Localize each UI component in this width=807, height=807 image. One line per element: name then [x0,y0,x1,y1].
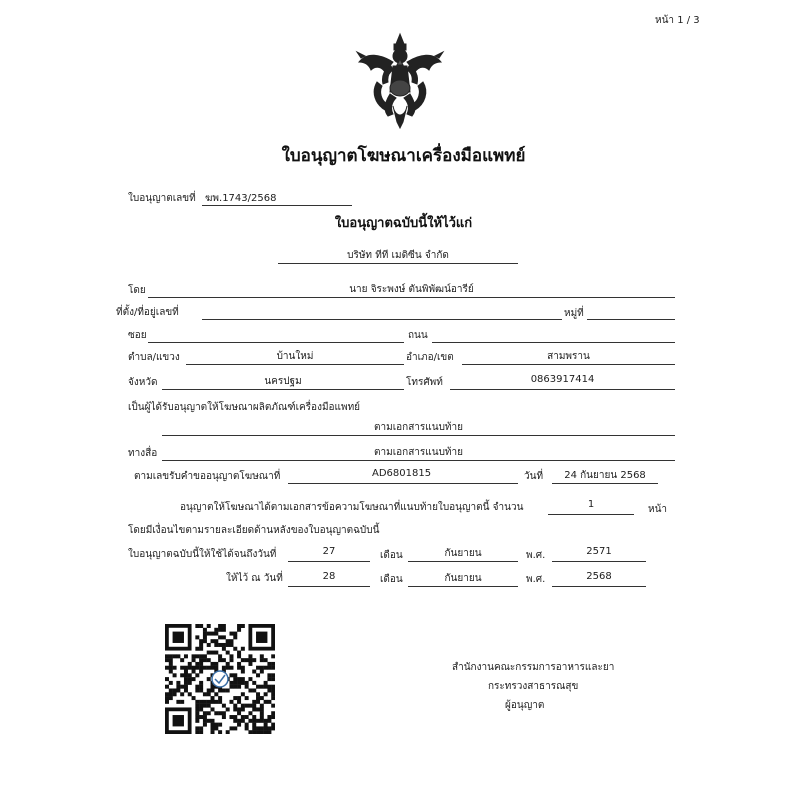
soi-label: ซอย [128,330,147,341]
district-label: อำเภอ/เขต [406,352,454,363]
conditions-text: โดยมีเงื่อนไขตามรายละเอียดด้านหลังของใบอนุญาตฉบับนี้ [128,525,380,536]
media-label: ทางสื่อ [128,448,158,459]
valid-until-year-label: พ.ศ. [526,550,546,561]
request-date-label: วันที่ [524,471,544,482]
valid-until-month-label: เดือน [380,550,403,561]
licensee-name: นาย จิระพงษ์ ตันพิพัฒน์อารีย์ [349,284,474,295]
page-count-unit: หน้า [648,504,668,515]
request-number-label: ตามเลขรับคำขออนุญาตโฆษณาที่ [134,471,281,482]
valid-until-month: กันยายน [444,548,482,559]
valid-until-day: 27 [322,546,336,557]
province-label: จังหวัด [128,377,158,388]
permission-text: อนุญาตให้โฆษณาได้ตามเอกสารข้อความโฆษณาที่แนบท้ายใบอนุญาตนี้ จำนวน [180,502,524,513]
company-name: บริษัท ทีที เมดิซีน จำกัด [347,250,449,261]
authority-ministry: กระทรวงสาธารณสุข [488,681,579,692]
valid-until-year: 2571 [586,546,612,557]
issued-on-label: ให้ไว้ ณ วันที่ [226,573,283,584]
road-label: ถนน [408,330,428,341]
issued-on-month: กันยายน [444,573,482,584]
subdistrict-label: ตำบล/แขวง [128,352,180,363]
issued-on-month-label: เดือน [380,574,403,585]
qr-code-icon[interactable] [165,624,275,734]
page-number: หน้า 1 / 3 [655,15,700,26]
by-label: โดย [128,285,146,296]
issued-on-day: 28 [322,571,336,582]
media-value: ตามเอกสารแนบท้าย [374,447,463,458]
page-count-value: 1 [587,499,595,510]
subdistrict-value: บ้านใหม่ [276,351,314,362]
province-value: นครปฐม [264,376,302,387]
document-title: ใบอนุญาตโฆษณาเครื่องมือแพทย์ [281,146,526,166]
request-date-value: 24 กันยายน 2568 [564,470,646,481]
phone-value: 0863917414 [530,374,595,385]
request-number-value: AD6801815 [372,468,432,479]
product-value: ตามเอกสารแนบท้าย [374,422,463,433]
garuda-emblem-icon [355,32,445,132]
license-number-value: ฆพ.1743/2568 [205,193,277,204]
authority-office: สำนักงานคณะกรรมการอาหารและยา [452,662,615,673]
house-number-label: ที่ตั้ง/ที่อยู่เลขที่ [116,307,179,318]
issued-on-year: 2568 [586,571,612,582]
issued-on-year-label: พ.ศ. [526,574,546,585]
authority-signer: ผู้อนุญาต [505,700,545,711]
license-number-label: ใบอนุญาตเลขที่ [128,193,196,204]
valid-until-label: ใบอนุญาตฉบับนี้ให้ใช้ได้จนถึงวันที่ [128,549,277,560]
phone-label: โทรศัพท์ [406,377,443,388]
district-value: สามพราน [547,351,590,362]
moo-label: หมู่ที่ [564,308,584,319]
licensee-statement: เป็นผู้ได้รับอนุญาตให้โฆษณาผลิตภัณฑ์เครื่องมือแพทย์ [128,402,361,413]
issued-to-heading: ใบอนุญาตฉบับนี้ให้ไว้แก่ [334,216,473,231]
